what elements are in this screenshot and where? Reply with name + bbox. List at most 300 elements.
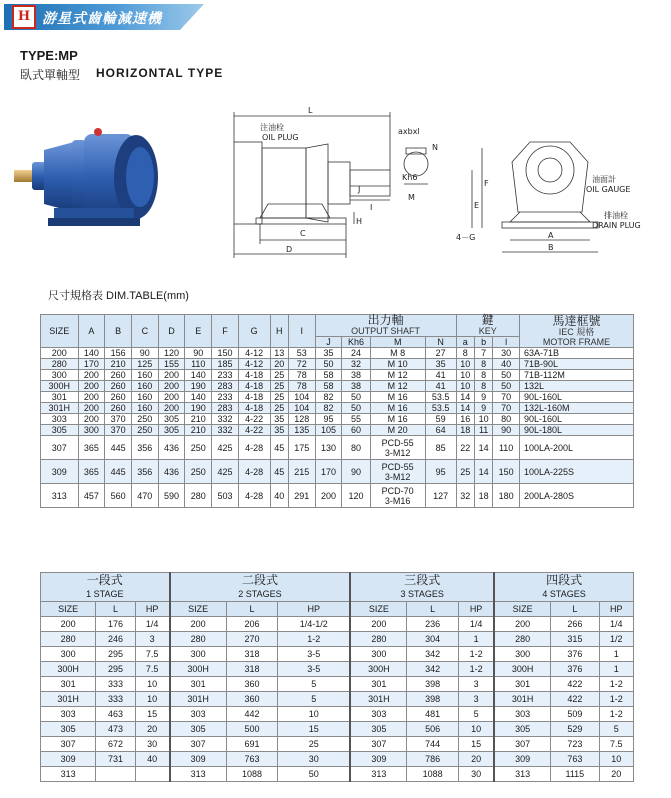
stage-header bbox=[170, 573, 351, 602]
table-row bbox=[41, 692, 634, 707]
table-cell: 300H bbox=[41, 662, 96, 677]
table-cell: 50 bbox=[493, 370, 520, 381]
dim-F: F bbox=[484, 179, 489, 188]
key-en: KEY bbox=[478, 326, 497, 336]
col-size: SIZE bbox=[41, 315, 79, 348]
table-cell: 110 bbox=[493, 436, 520, 460]
table-cell: 14 bbox=[474, 460, 492, 484]
table-cell: 300 bbox=[170, 647, 227, 662]
table-cell: 1-2 bbox=[599, 677, 633, 692]
table-cell: 8 bbox=[456, 348, 474, 359]
table-cell: 53 bbox=[288, 348, 315, 359]
table-cell: 175 bbox=[288, 436, 315, 460]
table-cell: 300H bbox=[170, 662, 227, 677]
stage-header bbox=[41, 573, 170, 602]
table-cell: 9 bbox=[474, 392, 492, 403]
table-cell: 301 bbox=[170, 677, 227, 692]
table-cell: 10 bbox=[599, 752, 633, 767]
table-cell: 398 bbox=[407, 677, 459, 692]
output-cn: 出力軸 bbox=[367, 313, 404, 327]
col-Kh6: Kh6 bbox=[342, 337, 370, 348]
dim-A: A bbox=[548, 231, 554, 240]
table-cell: 1/2 bbox=[599, 632, 633, 647]
table-cell: 140 bbox=[78, 348, 105, 359]
table-cell: 233 bbox=[212, 392, 239, 403]
table-cell: 200 bbox=[158, 392, 185, 403]
oil-plug-cn: 注油栓 bbox=[260, 123, 284, 132]
table-row bbox=[41, 381, 634, 392]
table-cell: 260 bbox=[105, 370, 132, 381]
table-row bbox=[41, 752, 634, 767]
table-cell: 90 bbox=[342, 460, 370, 484]
table-cell: 8 bbox=[474, 381, 492, 392]
table-cell: 365 bbox=[78, 460, 105, 484]
stage-en: 3 STAGES bbox=[400, 589, 444, 599]
table-cell: 360 bbox=[226, 692, 278, 707]
dim-N: N bbox=[432, 143, 438, 152]
table-cell: 305 bbox=[158, 425, 185, 436]
table-cell: 303 bbox=[41, 414, 79, 425]
table-cell bbox=[135, 767, 169, 782]
table-row bbox=[41, 359, 634, 370]
table-cell: 41 bbox=[425, 370, 456, 381]
stage-subheader-size: SIZE bbox=[170, 602, 227, 617]
table-cell: 260 bbox=[105, 381, 132, 392]
table-cell: 301H bbox=[350, 692, 407, 707]
table-cell: M 16 bbox=[370, 392, 425, 403]
table-row bbox=[41, 425, 634, 436]
table-cell: 35 bbox=[270, 425, 288, 436]
table-cell: 309 bbox=[41, 752, 96, 767]
table-cell: 32 bbox=[342, 359, 370, 370]
table-cell: 14 bbox=[456, 403, 474, 414]
table-cell: 71B-112M bbox=[520, 370, 634, 381]
dimension-drawing bbox=[220, 104, 670, 274]
table-cell: 20 bbox=[599, 767, 633, 782]
type-english: HORIZONTAL TYPE bbox=[96, 66, 224, 80]
stage-cn: 三段式 bbox=[404, 573, 441, 587]
table-cell: 53.5 bbox=[425, 392, 456, 403]
table-cell: 95 bbox=[315, 414, 342, 425]
table-cell: 301H bbox=[41, 403, 79, 414]
table-cell: 1-2 bbox=[459, 647, 495, 662]
table-cell: 506 bbox=[407, 722, 459, 737]
table-cell bbox=[370, 484, 425, 508]
table-cell: 260 bbox=[105, 403, 132, 414]
table-cell: 32 bbox=[456, 484, 474, 508]
table-cell: 64 bbox=[425, 425, 456, 436]
table-cell: 13 bbox=[270, 348, 288, 359]
table-cell: 4-18 bbox=[238, 392, 270, 403]
table-cell: 304 bbox=[407, 632, 459, 647]
table-cell: 463 bbox=[96, 707, 135, 722]
table-cell: 90L-180L bbox=[520, 425, 634, 436]
table-row bbox=[41, 767, 634, 782]
table-cell: 8 bbox=[474, 359, 492, 370]
table-cell: 190 bbox=[185, 381, 212, 392]
table-cell: 100LA-200L bbox=[520, 436, 634, 460]
table-cell: 22 bbox=[456, 436, 474, 460]
table-cell: 332 bbox=[212, 414, 239, 425]
table-cell: 200LA-280S bbox=[520, 484, 634, 508]
banner-title: 游星式齒輪減速機 bbox=[42, 11, 162, 27]
table-cell: 250 bbox=[185, 460, 212, 484]
dimension-table bbox=[40, 314, 634, 508]
table-cell: 82 bbox=[315, 392, 342, 403]
table-cell: 250 bbox=[131, 414, 158, 425]
table-cell: 1 bbox=[459, 632, 495, 647]
table-cell: 1115 bbox=[551, 767, 599, 782]
table-row bbox=[41, 484, 634, 508]
table-cell: 25 bbox=[270, 403, 288, 414]
table-cell: 786 bbox=[407, 752, 459, 767]
table-cell: 135 bbox=[288, 425, 315, 436]
stage-subheader-l: L bbox=[96, 602, 135, 617]
table-cell: 10 bbox=[456, 359, 474, 370]
table-cell: 425 bbox=[212, 460, 239, 484]
table-cell: 50 bbox=[315, 359, 342, 370]
table-cell: 300H bbox=[350, 662, 407, 677]
table-cell: 309 bbox=[41, 460, 79, 484]
stage-en: 2 STAGES bbox=[238, 589, 282, 599]
table-cell: 266 bbox=[551, 617, 599, 632]
bolt-line: 3-M12 bbox=[384, 471, 411, 482]
table-cell: 5 bbox=[278, 677, 351, 692]
table-row bbox=[41, 348, 634, 359]
table-cell: 309 bbox=[170, 752, 227, 767]
table-cell: 436 bbox=[158, 460, 185, 484]
table-cell: 370 bbox=[105, 425, 132, 436]
col-motor-frame bbox=[520, 315, 634, 348]
stage-header bbox=[494, 573, 633, 602]
table-cell: 210 bbox=[105, 359, 132, 370]
pcd-line: PCD-70 bbox=[381, 485, 414, 496]
table-cell: 313 bbox=[494, 767, 551, 782]
table-cell: 442 bbox=[226, 707, 278, 722]
table-cell: 50 bbox=[278, 767, 351, 782]
table-cell: 200 bbox=[41, 348, 79, 359]
col-I: I bbox=[288, 315, 315, 348]
table-cell: 85 bbox=[425, 436, 456, 460]
table-cell: 185 bbox=[212, 359, 239, 370]
table-cell: 206 bbox=[226, 617, 278, 632]
table-cell: 376 bbox=[551, 662, 599, 677]
table-cell: 301 bbox=[41, 392, 79, 403]
table-cell: 503 bbox=[212, 484, 239, 508]
table-cell: 4-18 bbox=[238, 370, 270, 381]
table-cell: 176 bbox=[96, 617, 135, 632]
table-cell: 422 bbox=[551, 692, 599, 707]
dim-I: I bbox=[370, 203, 373, 212]
stage-subheader-hp: HP bbox=[459, 602, 495, 617]
table-cell: 55 bbox=[342, 414, 370, 425]
table-cell: 280 bbox=[185, 484, 212, 508]
table-cell: 280 bbox=[170, 632, 227, 647]
table-cell: 41 bbox=[425, 381, 456, 392]
table-cell: 305 bbox=[41, 425, 79, 436]
table-cell: 7.5 bbox=[135, 662, 169, 677]
table-cell: 356 bbox=[131, 436, 158, 460]
table-cell: 305 bbox=[170, 722, 227, 737]
table-cell bbox=[370, 460, 425, 484]
table-cell: 38 bbox=[342, 381, 370, 392]
table-cell: 342 bbox=[407, 662, 459, 677]
motor-cn: 馬達框號 bbox=[552, 313, 601, 328]
table-row bbox=[41, 460, 634, 484]
table-cell: 127 bbox=[425, 484, 456, 508]
dim-axbxl: axbxl bbox=[398, 127, 420, 136]
table-cell: 7.5 bbox=[135, 647, 169, 662]
table-cell: 4-18 bbox=[238, 381, 270, 392]
col-a: a bbox=[456, 337, 474, 348]
table-cell: 305 bbox=[350, 722, 407, 737]
table-cell: M 8 bbox=[370, 348, 425, 359]
table-cell: 301 bbox=[494, 677, 551, 692]
table-cell: 20 bbox=[135, 722, 169, 737]
table-cell: 4-18 bbox=[238, 403, 270, 414]
table-cell: 30 bbox=[459, 767, 495, 782]
table-cell: 1088 bbox=[226, 767, 278, 782]
table-cell: 11 bbox=[474, 425, 492, 436]
table-cell: 25 bbox=[270, 392, 288, 403]
table-cell: 309 bbox=[350, 752, 407, 767]
table-cell: 301 bbox=[41, 677, 96, 692]
table-cell: 250 bbox=[185, 436, 212, 460]
table-cell: 160 bbox=[131, 370, 158, 381]
table-cell: 470 bbox=[131, 484, 158, 508]
drain-plug-en: DRAIN PLUG bbox=[592, 221, 641, 230]
table-cell: 246 bbox=[96, 632, 135, 647]
dim-C: C bbox=[300, 229, 306, 238]
header-banner bbox=[4, 4, 204, 30]
dim-table-caption: 尺寸規格表 DIM.TABLE(mm) bbox=[48, 290, 189, 302]
col-M: M bbox=[370, 337, 425, 348]
table-cell: 318 bbox=[226, 662, 278, 677]
table-cell: 20 bbox=[270, 359, 288, 370]
table-cell: 295 bbox=[96, 647, 135, 662]
key-cn: 鍵 bbox=[481, 313, 494, 327]
table-row bbox=[41, 392, 634, 403]
stage-subheader-l: L bbox=[226, 602, 278, 617]
table-cell: 691 bbox=[226, 737, 278, 752]
table-cell: 128 bbox=[288, 414, 315, 425]
table-cell: 170 bbox=[78, 359, 105, 370]
table-cell: 15 bbox=[135, 707, 169, 722]
col-output-shaft bbox=[315, 315, 456, 337]
table-cell: 130 bbox=[315, 436, 342, 460]
table-cell: 200 bbox=[494, 617, 551, 632]
table-cell: 38 bbox=[342, 370, 370, 381]
table-cell: 445 bbox=[105, 436, 132, 460]
table-cell: 300 bbox=[350, 647, 407, 662]
oil-gauge-en: OIL GAUGE bbox=[586, 185, 631, 194]
table-cell: 4-12 bbox=[238, 348, 270, 359]
table-cell: 280 bbox=[41, 359, 79, 370]
brand-logo: H bbox=[12, 5, 36, 29]
table-cell: 10 bbox=[474, 414, 492, 425]
table-cell: 10 bbox=[135, 677, 169, 692]
table-cell: 307 bbox=[41, 436, 79, 460]
col-B: B bbox=[105, 315, 132, 348]
table-cell: 313 bbox=[41, 484, 79, 508]
table-cell: 5 bbox=[599, 722, 633, 737]
stage-table bbox=[40, 572, 634, 782]
table-cell: 1-2 bbox=[599, 692, 633, 707]
table-cell: 307 bbox=[494, 737, 551, 752]
table-cell: 120 bbox=[342, 484, 370, 508]
stage-subheader-size: SIZE bbox=[494, 602, 551, 617]
table-cell: 58 bbox=[315, 370, 342, 381]
table-cell: 307 bbox=[350, 737, 407, 752]
stage-subheader-size: SIZE bbox=[41, 602, 96, 617]
table-cell: 4-12 bbox=[238, 359, 270, 370]
table-cell: 16 bbox=[456, 414, 474, 425]
table-cell: 60 bbox=[342, 425, 370, 436]
table-cell: 25 bbox=[456, 460, 474, 484]
table-cell: 25 bbox=[270, 381, 288, 392]
table-cell: 70 bbox=[493, 403, 520, 414]
motor-cn2: IEC 規格 bbox=[558, 326, 595, 337]
table-cell: 300 bbox=[494, 647, 551, 662]
table-cell: 313 bbox=[41, 767, 96, 782]
table-row bbox=[41, 737, 634, 752]
table-cell: 40 bbox=[493, 359, 520, 370]
table-cell: 105 bbox=[315, 425, 342, 436]
table-cell: 4-22 bbox=[238, 414, 270, 425]
table-row bbox=[41, 403, 634, 414]
table-cell: 1/4-1/2 bbox=[278, 617, 351, 632]
table-cell: 14 bbox=[474, 436, 492, 460]
table-cell: 10 bbox=[278, 707, 351, 722]
table-cell: 301 bbox=[350, 677, 407, 692]
table-cell: 24 bbox=[342, 348, 370, 359]
gear-reducer-photo bbox=[14, 120, 164, 230]
table-cell: 10 bbox=[456, 381, 474, 392]
table-cell: 14 bbox=[456, 392, 474, 403]
table-cell: 280 bbox=[41, 632, 96, 647]
stage-subheader-hp: HP bbox=[599, 602, 633, 617]
table-cell: 436 bbox=[158, 436, 185, 460]
table-cell: 200 bbox=[78, 381, 105, 392]
table-cell: 71B-90L bbox=[520, 359, 634, 370]
table-cell: M 12 bbox=[370, 381, 425, 392]
dim-G: 4－G bbox=[456, 233, 476, 242]
table-cell: 25 bbox=[278, 737, 351, 752]
table-cell: 104 bbox=[288, 403, 315, 414]
table-cell: 723 bbox=[551, 737, 599, 752]
table-cell: 445 bbox=[105, 460, 132, 484]
col-b: b bbox=[474, 337, 492, 348]
table-cell: 200 bbox=[315, 484, 342, 508]
table-cell: 307 bbox=[170, 737, 227, 752]
table-cell: 280 bbox=[494, 632, 551, 647]
table-cell: 300 bbox=[41, 647, 96, 662]
table-cell: 1-2 bbox=[459, 662, 495, 677]
dim-L: L bbox=[308, 106, 313, 115]
table-cell: 200 bbox=[158, 381, 185, 392]
table-cell: 50 bbox=[493, 381, 520, 392]
table-cell: 9 bbox=[474, 403, 492, 414]
table-cell: 1/4 bbox=[599, 617, 633, 632]
table-cell: 313 bbox=[350, 767, 407, 782]
table-cell: 156 bbox=[105, 348, 132, 359]
table-cell: 10 bbox=[135, 692, 169, 707]
table-cell: 18 bbox=[456, 425, 474, 436]
table-cell: 35 bbox=[270, 414, 288, 425]
table-cell: 10 bbox=[456, 370, 474, 381]
stage-en: 4 STAGES bbox=[542, 589, 586, 599]
table-cell: M 10 bbox=[370, 359, 425, 370]
table-cell: 132L-160M bbox=[520, 403, 634, 414]
table-cell: M 12 bbox=[370, 370, 425, 381]
bolt-line: 3-M12 bbox=[384, 447, 411, 458]
table-cell: 3 bbox=[459, 692, 495, 707]
oil-plug-en: OIL PLUG bbox=[262, 133, 299, 142]
table-cell: 200 bbox=[158, 370, 185, 381]
dim-D: D bbox=[286, 245, 293, 254]
table-cell: 150 bbox=[212, 348, 239, 359]
table-cell: 40 bbox=[135, 752, 169, 767]
table-cell: 356 bbox=[131, 460, 158, 484]
table-cell: 1 bbox=[599, 647, 633, 662]
table-cell: 250 bbox=[131, 425, 158, 436]
table-cell: 529 bbox=[551, 722, 599, 737]
table-cell: 303 bbox=[494, 707, 551, 722]
table-cell: 291 bbox=[288, 484, 315, 508]
table-cell: 744 bbox=[407, 737, 459, 752]
table-cell: 200 bbox=[78, 414, 105, 425]
type-label: TYPE:MP bbox=[20, 48, 78, 63]
table-cell: 305 bbox=[41, 722, 96, 737]
table-cell: 301H bbox=[494, 692, 551, 707]
table-cell: 7.5 bbox=[599, 737, 633, 752]
table-cell: 7 bbox=[474, 348, 492, 359]
table-cell: 215 bbox=[288, 460, 315, 484]
table-cell: 303 bbox=[41, 707, 96, 722]
table-cell: 425 bbox=[212, 436, 239, 460]
table-cell: 3-5 bbox=[278, 662, 351, 677]
table-cell: 80 bbox=[493, 414, 520, 425]
table-cell: 280 bbox=[350, 632, 407, 647]
table-cell: 78 bbox=[288, 370, 315, 381]
table-cell: M 20 bbox=[370, 425, 425, 436]
table-cell: 15 bbox=[278, 722, 351, 737]
table-cell: 300H bbox=[41, 381, 79, 392]
table-cell: 8 bbox=[474, 370, 492, 381]
col-C: C bbox=[131, 315, 158, 348]
table-cell: 1-2 bbox=[599, 707, 633, 722]
table-cell: 457 bbox=[78, 484, 105, 508]
table-row bbox=[41, 436, 634, 460]
stage-cn: 四段式 bbox=[546, 573, 583, 587]
table-cell: 422 bbox=[551, 677, 599, 692]
table-cell: 295 bbox=[96, 662, 135, 677]
table-cell: 30 bbox=[493, 348, 520, 359]
table-cell: 260 bbox=[105, 392, 132, 403]
table-row bbox=[41, 677, 634, 692]
table-row bbox=[41, 632, 634, 647]
table-cell: 80 bbox=[342, 436, 370, 460]
table-cell: 110 bbox=[185, 359, 212, 370]
table-cell: 1 bbox=[599, 662, 633, 677]
table-cell: 200 bbox=[78, 392, 105, 403]
table-cell: 59 bbox=[425, 414, 456, 425]
table-cell: 1088 bbox=[407, 767, 459, 782]
col-H: H bbox=[270, 315, 288, 348]
table-cell: 590 bbox=[158, 484, 185, 508]
table-cell: 210 bbox=[185, 414, 212, 425]
bolt-line: 3-M16 bbox=[384, 495, 411, 506]
